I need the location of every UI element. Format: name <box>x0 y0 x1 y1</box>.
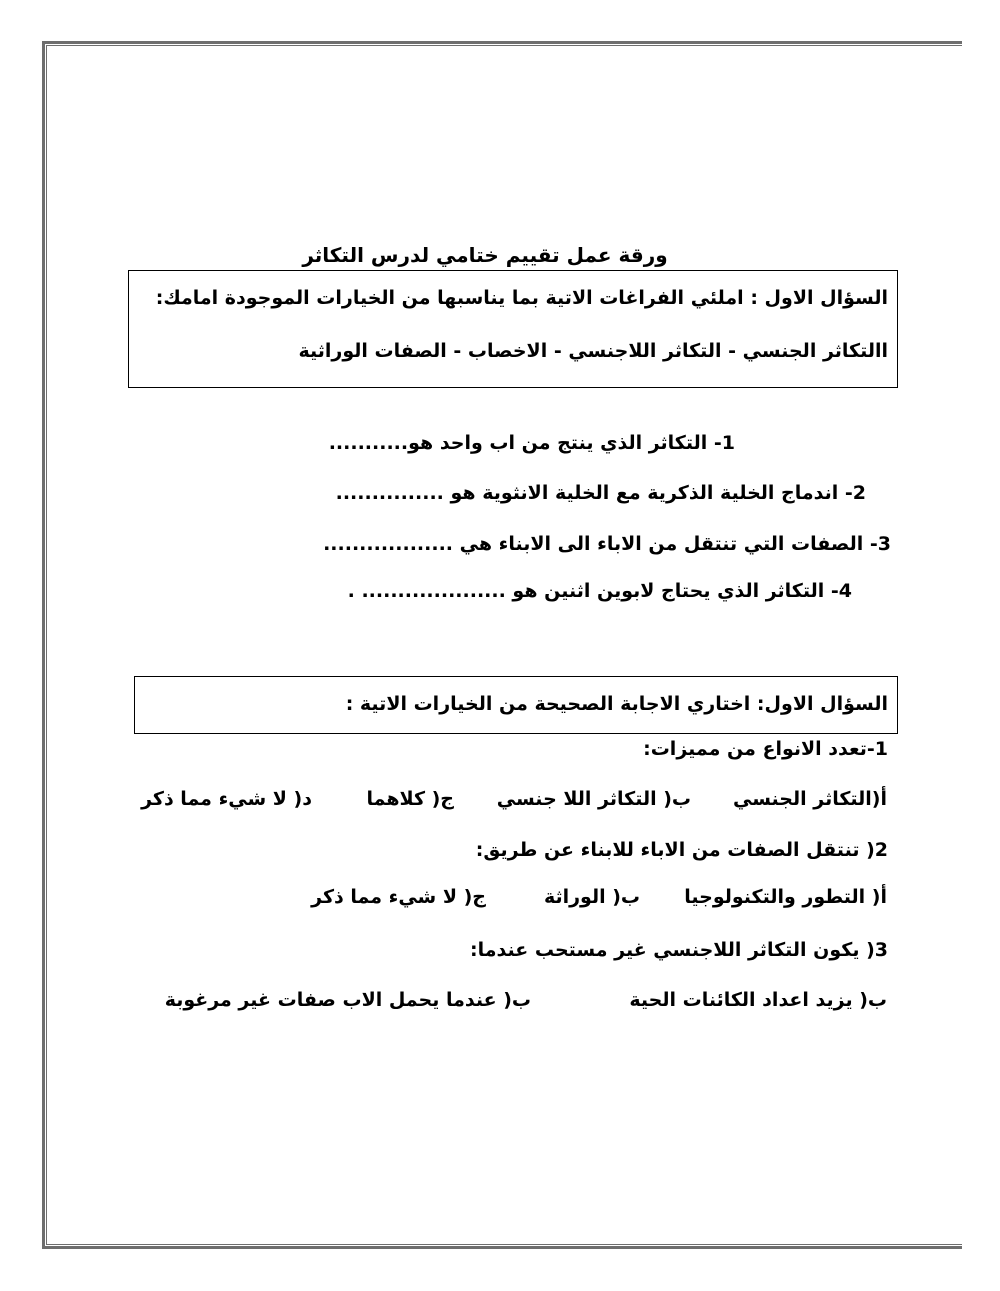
question2-heading: السؤال الاول: اختاري الاجابة الصحيحة من الخيارات الاتية : <box>345 693 888 715</box>
fill-item-3: 3- الصفات التي تنتقل من الاباء الى الابناء هي .................. <box>323 533 891 555</box>
question1-options: االتكاثر الجنسي - التكاثر اللاجنسي - الاخصاب - الصفات الوراثية <box>298 340 888 362</box>
mcq-3-choice-a: ب( يزيد اعداد الكائنات الحية <box>629 989 887 1011</box>
mcq-1-choice-d: د( لا شيء مما ذكر <box>141 788 312 810</box>
question1-heading: السؤال الاول : املئي الفراغات الاتية بما يناسبها من الخيارات الموجودة امامك: <box>155 287 888 309</box>
fill-item-4: 4- التكاثر الذي يحتاج لابوين اثنين هو .................... . <box>347 580 852 602</box>
mcq-2-choice-b: ب( الوراثة <box>543 886 640 908</box>
mcq-2-choice-a: أ( التطور والتكنولوجيا <box>684 886 887 908</box>
mcq-1-stem: 1-تعدد الانواع من مميزات: <box>643 738 888 760</box>
mcq-1-choice-a: أ(التكاثر الجنسي <box>732 788 887 810</box>
fill-item-1: 1- التكاثر الذي ينتج من اب واحد هو........... <box>328 432 735 454</box>
mcq-3-choice-b: ب( عندما يحمل الاب صفات غير مرغوبة <box>164 989 531 1011</box>
mcq-1-choice-c: ج( كلاهما <box>366 788 454 810</box>
worksheet-title: ورقة عمل تقييم ختامي لدرس التكاثر <box>302 243 668 267</box>
mcq-3-stem: 3( يكون التكاثر اللاجنسي غير مستحب عندما: <box>470 939 888 961</box>
fill-item-2: 2- اندماج الخلية الذكرية مع الخلية الانثوية هو ............... <box>335 482 866 504</box>
mcq-2-choice-c: ج( لا شيء مما ذكر <box>311 886 486 908</box>
mcq-1-choice-b: ب( التكاثر اللا جنسي <box>496 788 691 810</box>
page-border-inner <box>46 45 962 1245</box>
mcq-2-stem: 2( تنتقل الصفات من الاباء للابناء عن طريق: <box>475 839 888 861</box>
